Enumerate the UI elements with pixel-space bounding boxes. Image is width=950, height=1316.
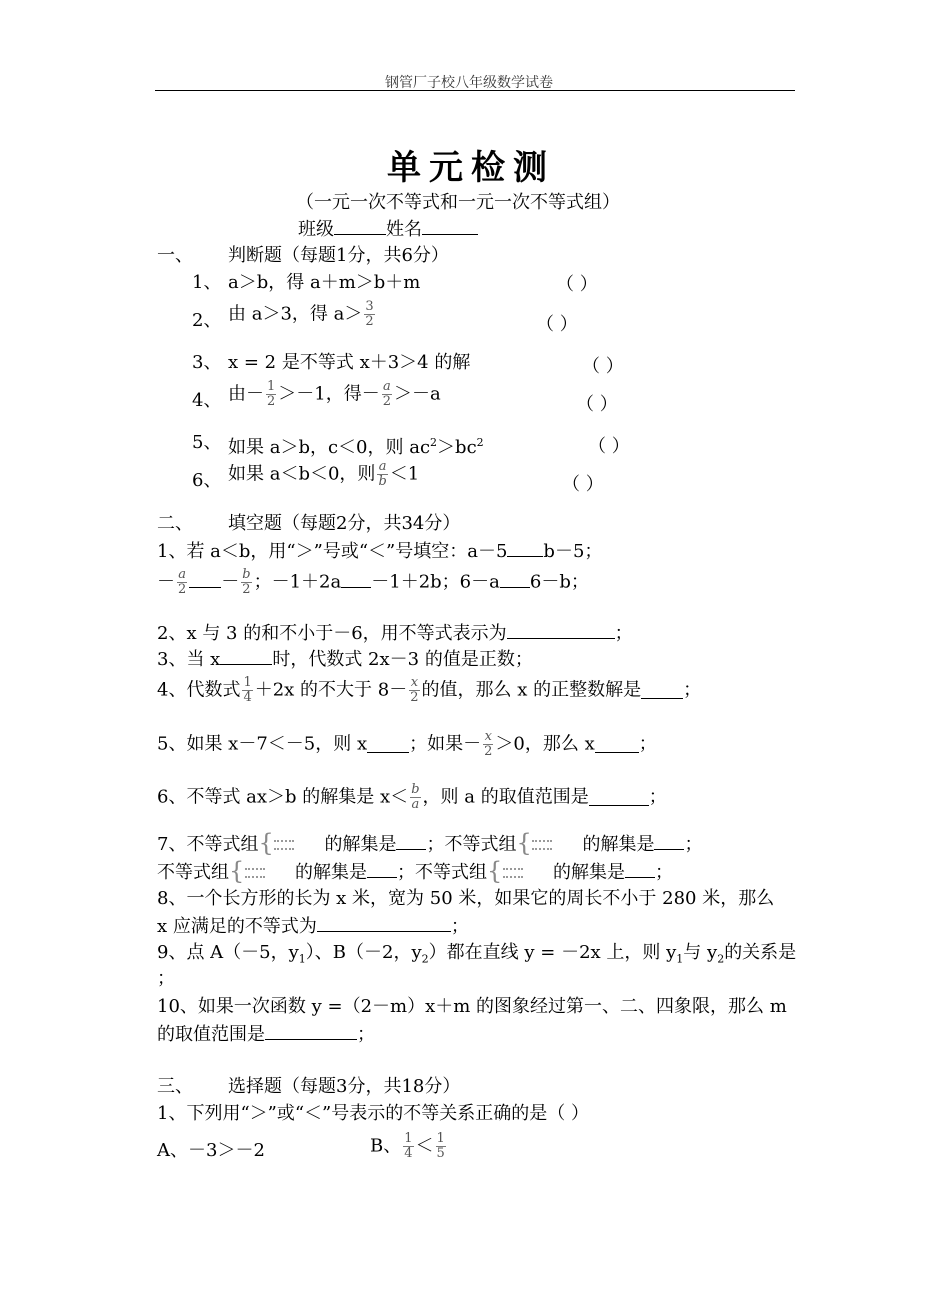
s2-q1-line1 (157, 540, 602, 563)
fraction (266, 380, 276, 409)
subscript: 1 (676, 952, 684, 966)
s2-q10-text: 的取值范围是 (157, 1024, 265, 1045)
s2-q4-text-c: 的值，那么 x 的正整数解是 (421, 679, 642, 701)
s2-q4-text-b: ＋2x 的不大于 8－ (254, 679, 408, 701)
page-subtitle: （一元一次不等式和一元一次不等式组） (296, 192, 620, 213)
frac-num: x (484, 729, 492, 744)
frac-num: a (382, 379, 391, 394)
s1-item4-text (228, 380, 441, 409)
frac-num: a (378, 459, 387, 474)
s2-q9-text-c: ）都在直线 y = －2x 上，则 y (428, 942, 677, 963)
frac-num: x (410, 675, 419, 690)
s1-item2-num: 2、 (192, 310, 222, 331)
s1-item5-answer[interactable]: （ ） (588, 436, 630, 457)
answer-blank[interactable] (595, 736, 639, 753)
s1-item4-mid: ＞－1，得－ (278, 383, 380, 405)
fraction (436, 1132, 446, 1161)
fraction (382, 380, 392, 409)
name-blank[interactable] (422, 218, 478, 235)
s2-q7-text-a: 7、不等式组 (157, 834, 259, 855)
s2-q7-text-f: 不等式组 (157, 862, 229, 883)
answer-blank[interactable] (220, 648, 272, 665)
answer-blank[interactable] (500, 571, 530, 588)
minus-sign: － (221, 571, 240, 593)
fraction (403, 1132, 413, 1161)
s2-q1-text-b: b－5； (543, 541, 603, 562)
s2-q2-end: ； (614, 623, 633, 644)
name-label: 姓名 (386, 219, 422, 240)
s3-q1-option-a[interactable]: A、－3＞－2 (157, 1140, 265, 1161)
s1-item1-text: a＞b，得 a＋m＞b＋m (228, 272, 421, 293)
frac-num: a (178, 567, 187, 582)
frac-num: 3 (365, 299, 374, 314)
s2-q6-end: ； (648, 786, 667, 808)
frac-den: 2 (178, 582, 187, 597)
answer-blank[interactable] (507, 622, 615, 639)
fraction (483, 730, 493, 759)
frac-den: 2 (267, 394, 276, 409)
section2-heading: 填空题（每题2分，共34分） (228, 513, 461, 534)
s2-q9-text-b: ）、B（－2，y (305, 942, 422, 963)
header-rule (155, 90, 795, 91)
subscript: 2 (717, 952, 725, 966)
s2-q9-text-a: 9、点 A（－5，y (157, 942, 299, 963)
frac-num: b (411, 782, 420, 797)
section2-number: 二、 (157, 513, 193, 534)
s1-item6-num: 6、 (192, 470, 222, 491)
s1-item4-answer[interactable]: （ ） (576, 394, 618, 415)
frac-den: 4 (404, 1146, 413, 1161)
inequality-system-3: { (229, 860, 273, 886)
s2-q9-line1 (157, 942, 796, 971)
s1-item2-answer[interactable]: （ ） (536, 314, 578, 335)
frac-num: 1 (267, 379, 276, 394)
s2-q9-text-e: 的关系是 (724, 942, 797, 963)
s2-q7-text-b: 的解集是 (324, 834, 397, 855)
s2-q9-text-d: 与 y (683, 942, 718, 963)
fraction (242, 676, 252, 705)
s1-item4-pre: 由－ (228, 383, 264, 405)
frac-den: b (378, 474, 387, 489)
s1-item6-pre: 如果 a＜b＜0，则 (228, 463, 376, 485)
answer-blank[interactable] (367, 861, 397, 878)
s2-q1-text-e: 6－b； (529, 571, 589, 593)
inequality-system-4: { (487, 860, 531, 886)
s2-q1-text-c: ；－1＋2a (253, 571, 342, 593)
s2-q8-line2 (157, 915, 469, 938)
s1-item2-text (228, 300, 377, 329)
s1-item5-num: 5、 (192, 432, 222, 453)
s2-q7-end-2: ； (655, 862, 673, 883)
answer-blank[interactable] (341, 571, 371, 588)
s2-q5-text-c: ＞0，那么 x (495, 733, 595, 755)
fraction (241, 568, 251, 597)
frac-den: 2 (242, 582, 251, 597)
s1-item3-text: x = 2 是不等式 x＋3＞4 的解 (228, 352, 471, 373)
answer-blank[interactable] (265, 1023, 357, 1040)
answer-blank[interactable] (625, 861, 655, 878)
frac-den: 4 (243, 690, 252, 705)
student-info (298, 218, 478, 241)
s2-q8-end: ； (450, 916, 469, 937)
section3-number: 三、 (157, 1076, 193, 1097)
frac-num: b (242, 567, 251, 582)
frac-den: 2 (382, 394, 392, 409)
s2-q5-end: ； (638, 733, 657, 755)
page-title: 单元检测 (387, 148, 555, 188)
answer-blank[interactable] (654, 833, 684, 850)
fraction (364, 300, 374, 329)
option-b-label: B、 (370, 1135, 402, 1157)
section3-heading: 选择题（每题3分，共18分） (228, 1076, 461, 1097)
fraction (410, 783, 420, 812)
s2-q4-end: ； (683, 679, 702, 701)
inequality-system-1: { (258, 832, 302, 858)
s2-q1-line2 (157, 568, 589, 597)
s2-q4 (157, 676, 701, 705)
s2-q7-text-d: 的解集是 (582, 834, 655, 855)
s2-q10-line1: 10、如果一次函数 y =（2－m）x＋m 的图象经过第一、二、四象限，那么 m (157, 996, 787, 1017)
s2-q9-line2: ； (157, 968, 175, 989)
frac-den: 2 (410, 690, 419, 705)
subscript: 1 (298, 952, 306, 966)
s1-item1-answer[interactable]: （ ） (556, 274, 598, 295)
s2-q5-text-a: 5、如果 x－7＜－5，则 x (157, 733, 368, 755)
s3-q1-option-b[interactable] (370, 1132, 448, 1161)
s2-q7-line2 (157, 857, 673, 886)
s2-q6-text-b: ，则 a 的取值范围是 (422, 786, 589, 808)
frac-den: 2 (484, 744, 493, 759)
class-label: 班级 (298, 219, 334, 240)
answer-blank[interactable] (589, 789, 649, 806)
subscript: 2 (421, 952, 429, 966)
s2-q5 (157, 730, 657, 759)
frac-den: 2 (365, 314, 374, 329)
section1-number: 一、 (157, 245, 193, 266)
s1-item5-mid: ＞bc (437, 437, 477, 458)
frac-num: 1 (436, 1131, 445, 1146)
s2-q10-line2 (157, 1023, 375, 1046)
s1-item5-text (228, 432, 484, 459)
s2-q2 (157, 622, 633, 645)
s2-q3-text-a: 3、当 x (157, 649, 221, 670)
s1-item3-answer[interactable]: （ ） (582, 356, 624, 377)
s2-q7-text-c: ；不等式组 (426, 834, 517, 855)
fraction (377, 460, 387, 489)
s2-q7-text-h: ；不等式组 (397, 862, 487, 883)
s2-q7-line1 (157, 829, 703, 858)
superscript: 2 (430, 436, 438, 449)
minus-sign: － (157, 571, 175, 593)
answer-blank[interactable] (396, 833, 426, 850)
s1-item6-post: ＜1 (389, 463, 420, 485)
s1-item6-answer[interactable]: （ ） (562, 474, 604, 495)
superscript: 2 (476, 436, 484, 449)
answer-blank[interactable] (641, 682, 683, 699)
s2-q3-text-b: 时，代数式 2x－3 的值是正数； (272, 649, 533, 670)
s2-q7-text-i: 的解集是 (553, 862, 625, 883)
s2-q2-text: 2、x 与 3 的和不小于－6，用不等式表示为 (157, 623, 507, 644)
answer-blank[interactable] (507, 540, 543, 557)
s3-q1: 1、下列用“＞”或“＜”号表示的不等关系正确的是（ ） (157, 1103, 589, 1124)
frac-den: 5 (436, 1146, 445, 1161)
s1-item1-num: 1、 (192, 272, 222, 293)
answer-blank[interactable] (367, 736, 409, 753)
s1-item5-pre: 如果 a＞b，c＜0，则 ac (228, 437, 431, 458)
s2-q1-text-a: 1、若 a＜b，用“＞”号或“＜”号填空：a－5 (157, 541, 508, 562)
s2-q1-text-d: －1＋2b；6－a (371, 571, 500, 593)
s2-q5-text-b: ；如果－ (409, 733, 482, 755)
frac-num: 1 (404, 1131, 413, 1146)
s2-q10-end: ； (357, 1024, 375, 1045)
s1-item4-post: ＞－a (394, 383, 441, 405)
frac-den: a (411, 797, 420, 812)
s1-item2-pre: 由 a＞3，得 a＞ (228, 303, 363, 325)
less-than: ＜ (415, 1135, 434, 1157)
s2-q6-text-a: 6、不等式 ax＞b 的解集是 x＜ (157, 786, 409, 808)
class-blank[interactable] (334, 218, 386, 235)
answer-blank[interactable] (189, 571, 221, 588)
s2-q6 (157, 783, 667, 812)
fraction (409, 676, 419, 705)
s2-q7-end-1: ； (684, 834, 703, 855)
frac-num: 1 (243, 675, 252, 690)
s2-q8-line1: 8、一个长方形的长为 x 米，宽为 50 米，如果它的周长不小于 280 米，那么 (157, 888, 775, 909)
s1-item6-text (228, 460, 419, 489)
page-header: 钢管厂子校八年级数学试卷 (385, 75, 553, 91)
s2-q8-text: x 应满足的不等式为 (157, 916, 317, 937)
inequality-system-2: { (516, 832, 560, 858)
s1-item4-num: 4、 (192, 390, 222, 411)
s2-q4-text-a: 4、代数式 (157, 679, 241, 701)
s1-item3-num: 3、 (192, 352, 222, 373)
s2-q7-text-g: 的解集是 (295, 862, 367, 883)
s2-q3 (157, 648, 533, 671)
answer-blank[interactable] (317, 915, 451, 932)
section1-heading: 判断题（每题1分，共6分） (228, 245, 449, 266)
fraction (177, 568, 187, 597)
